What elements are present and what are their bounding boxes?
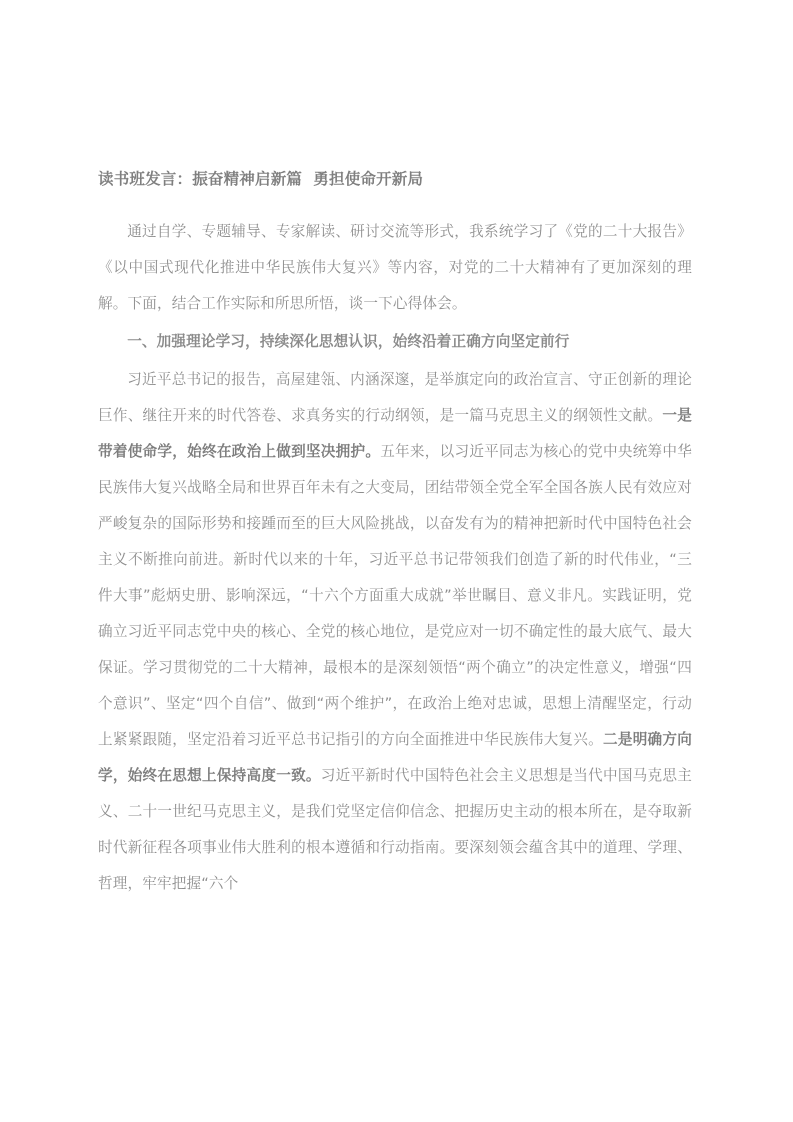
body-run-3: 习近平新时代中国特色社会主义思想是当代中国马克思主义、二十一世纪马克思主义，是我们党坚定信仰信念、把握历史主动的根本所在，是夺取新时代新征程各项事业伟大胜利的根本遵循和行动指南。要深刻领会蕴含其中的道理、学理、哲理，牢牢把握“六个 (98, 767, 692, 892)
document-content (98, 166, 692, 902)
page-title: 读书班发言：振奋精神启新篇 勇担使命开新局 (98, 170, 424, 188)
intro-paragraph: 通过自学、专题辅导、专家解读、研讨交流等形式，我系统学习了《党的二十大报告》《以中国式现代化推进中华民族伟大复兴》等内容，对党的二十大精神有了更加深刻的理解。下面，结合工作实际和所思所悟，谈一下心得体会。 (98, 223, 692, 312)
section-one-body (98, 362, 692, 902)
body-run-2: 五年来，以习近平同志为核心的党中央统筹中华民族伟大复兴战略全局和世界百年未有之大变局，团结带领全党全军全国各族人民有效应对严峻复杂的国际形势和接踵而至的巨大风险挑战，以奋发有为的精神把新时代中国特色社会主义不断推向前进。新时代以来的十年，习近平总书记带领我们创造了新的时代伟业，“三件大事”彪炳史册、影响深远，“十六个方面重大成就”举世瞩目、意义非凡。实践证明，党确立习近平同志党中央的核心、全党的核心地位，是党应对一切不确定性的最大底气、最大保证。学习贯彻党的二十大精神，最根本的是深刻领悟“两个确立”的决定性意义，增强“四个意识”、坚定“四个自信”、做到“两个维护”，在政治上绝对忠诚，思想上清醒坚定，行动上紧紧跟随，坚定沿着习近平总书记指引的方向全面推进中华民族伟大复兴。 (98, 443, 692, 748)
body-run-1: 习近平总书记的报告，高屋建瓴、内涵深邃，是举旗定向的政治宣言、守正创新的理论巨作、继往开来的时代答卷、求真务实的行动纲领，是一篇马克思主义的纲领性文献。 (98, 371, 692, 424)
section-one-heading: 一、加强理论学习，持续深化思想认识，始终沿着正确方向坚定前行 (127, 333, 570, 350)
body-bold-run-2: 二是明确方向学，始终在思想上保持高度一致。 (98, 731, 692, 784)
body-bold-run-1: 一是带着使命学，始终在政治上做到坚决拥护。 (98, 407, 692, 460)
